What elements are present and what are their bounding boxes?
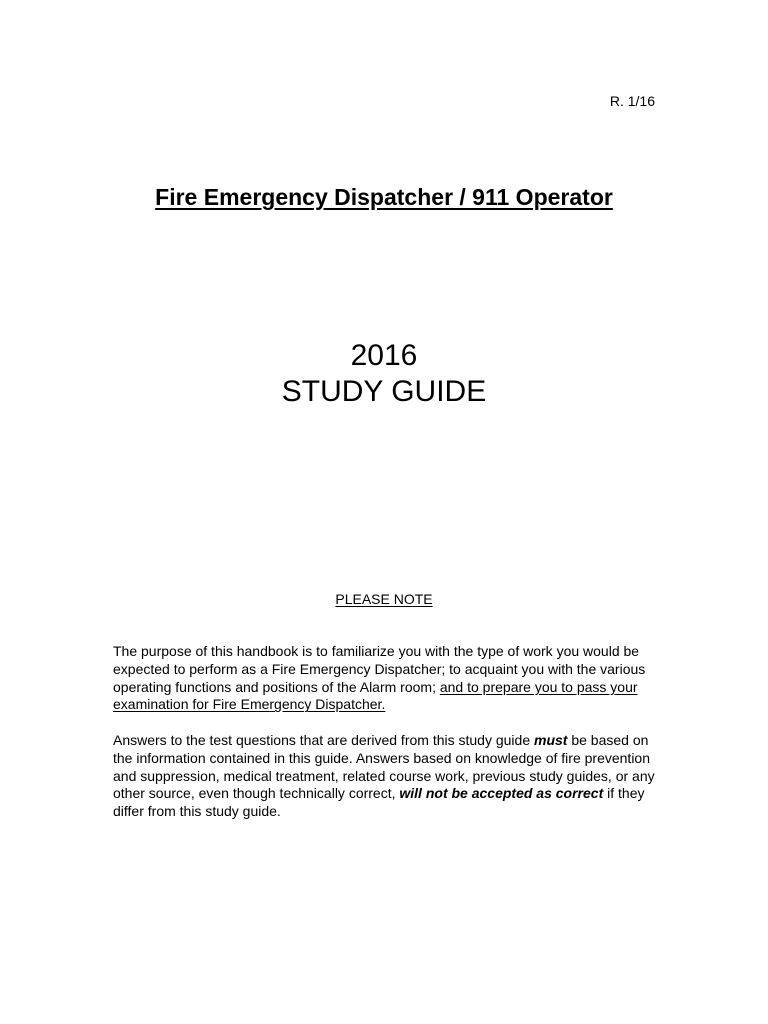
purpose-text: The purpose of this handbook is to familiarize you with the type of work you would be expected to perform as a Fire Emergency Dispatcher; to acquaint you with the various operating functions and positions of the Alarm room; (113, 643, 646, 695)
please-note-heading: PLEASE NOTE (335, 591, 433, 607)
document-title (0, 183, 768, 211)
answers-text-2: be based on the information contained in this guide. Answers based on knowledge of fire prevention and suppression, medical treatment, related course work, previous study guides, or any other source, even though technically correct, (113, 732, 655, 802)
guide-year: 2016 (350, 339, 418, 372)
answers-paragraph (113, 732, 658, 821)
guide-label: STUDY GUIDE (281, 375, 487, 408)
answers-emphasis-not-accepted: will not be accepted as correct (399, 785, 604, 802)
purpose-underlined-text: and to prepare you to pass your examination for Fire Emergency Dispatcher. (113, 678, 638, 713)
answers-text-1: Answers to the test questions that are derived from this study guide (113, 732, 534, 748)
revision-label: R. 1/16 (609, 93, 655, 109)
answers-emphasis-must: must (534, 732, 568, 748)
document-title-text: Fire Emergency Dispatcher / 911 Operator (155, 184, 613, 210)
answers-text-3: if they differ from this study guide. (113, 785, 645, 820)
study-guide-heading (0, 338, 768, 410)
purpose-paragraph (113, 643, 658, 714)
